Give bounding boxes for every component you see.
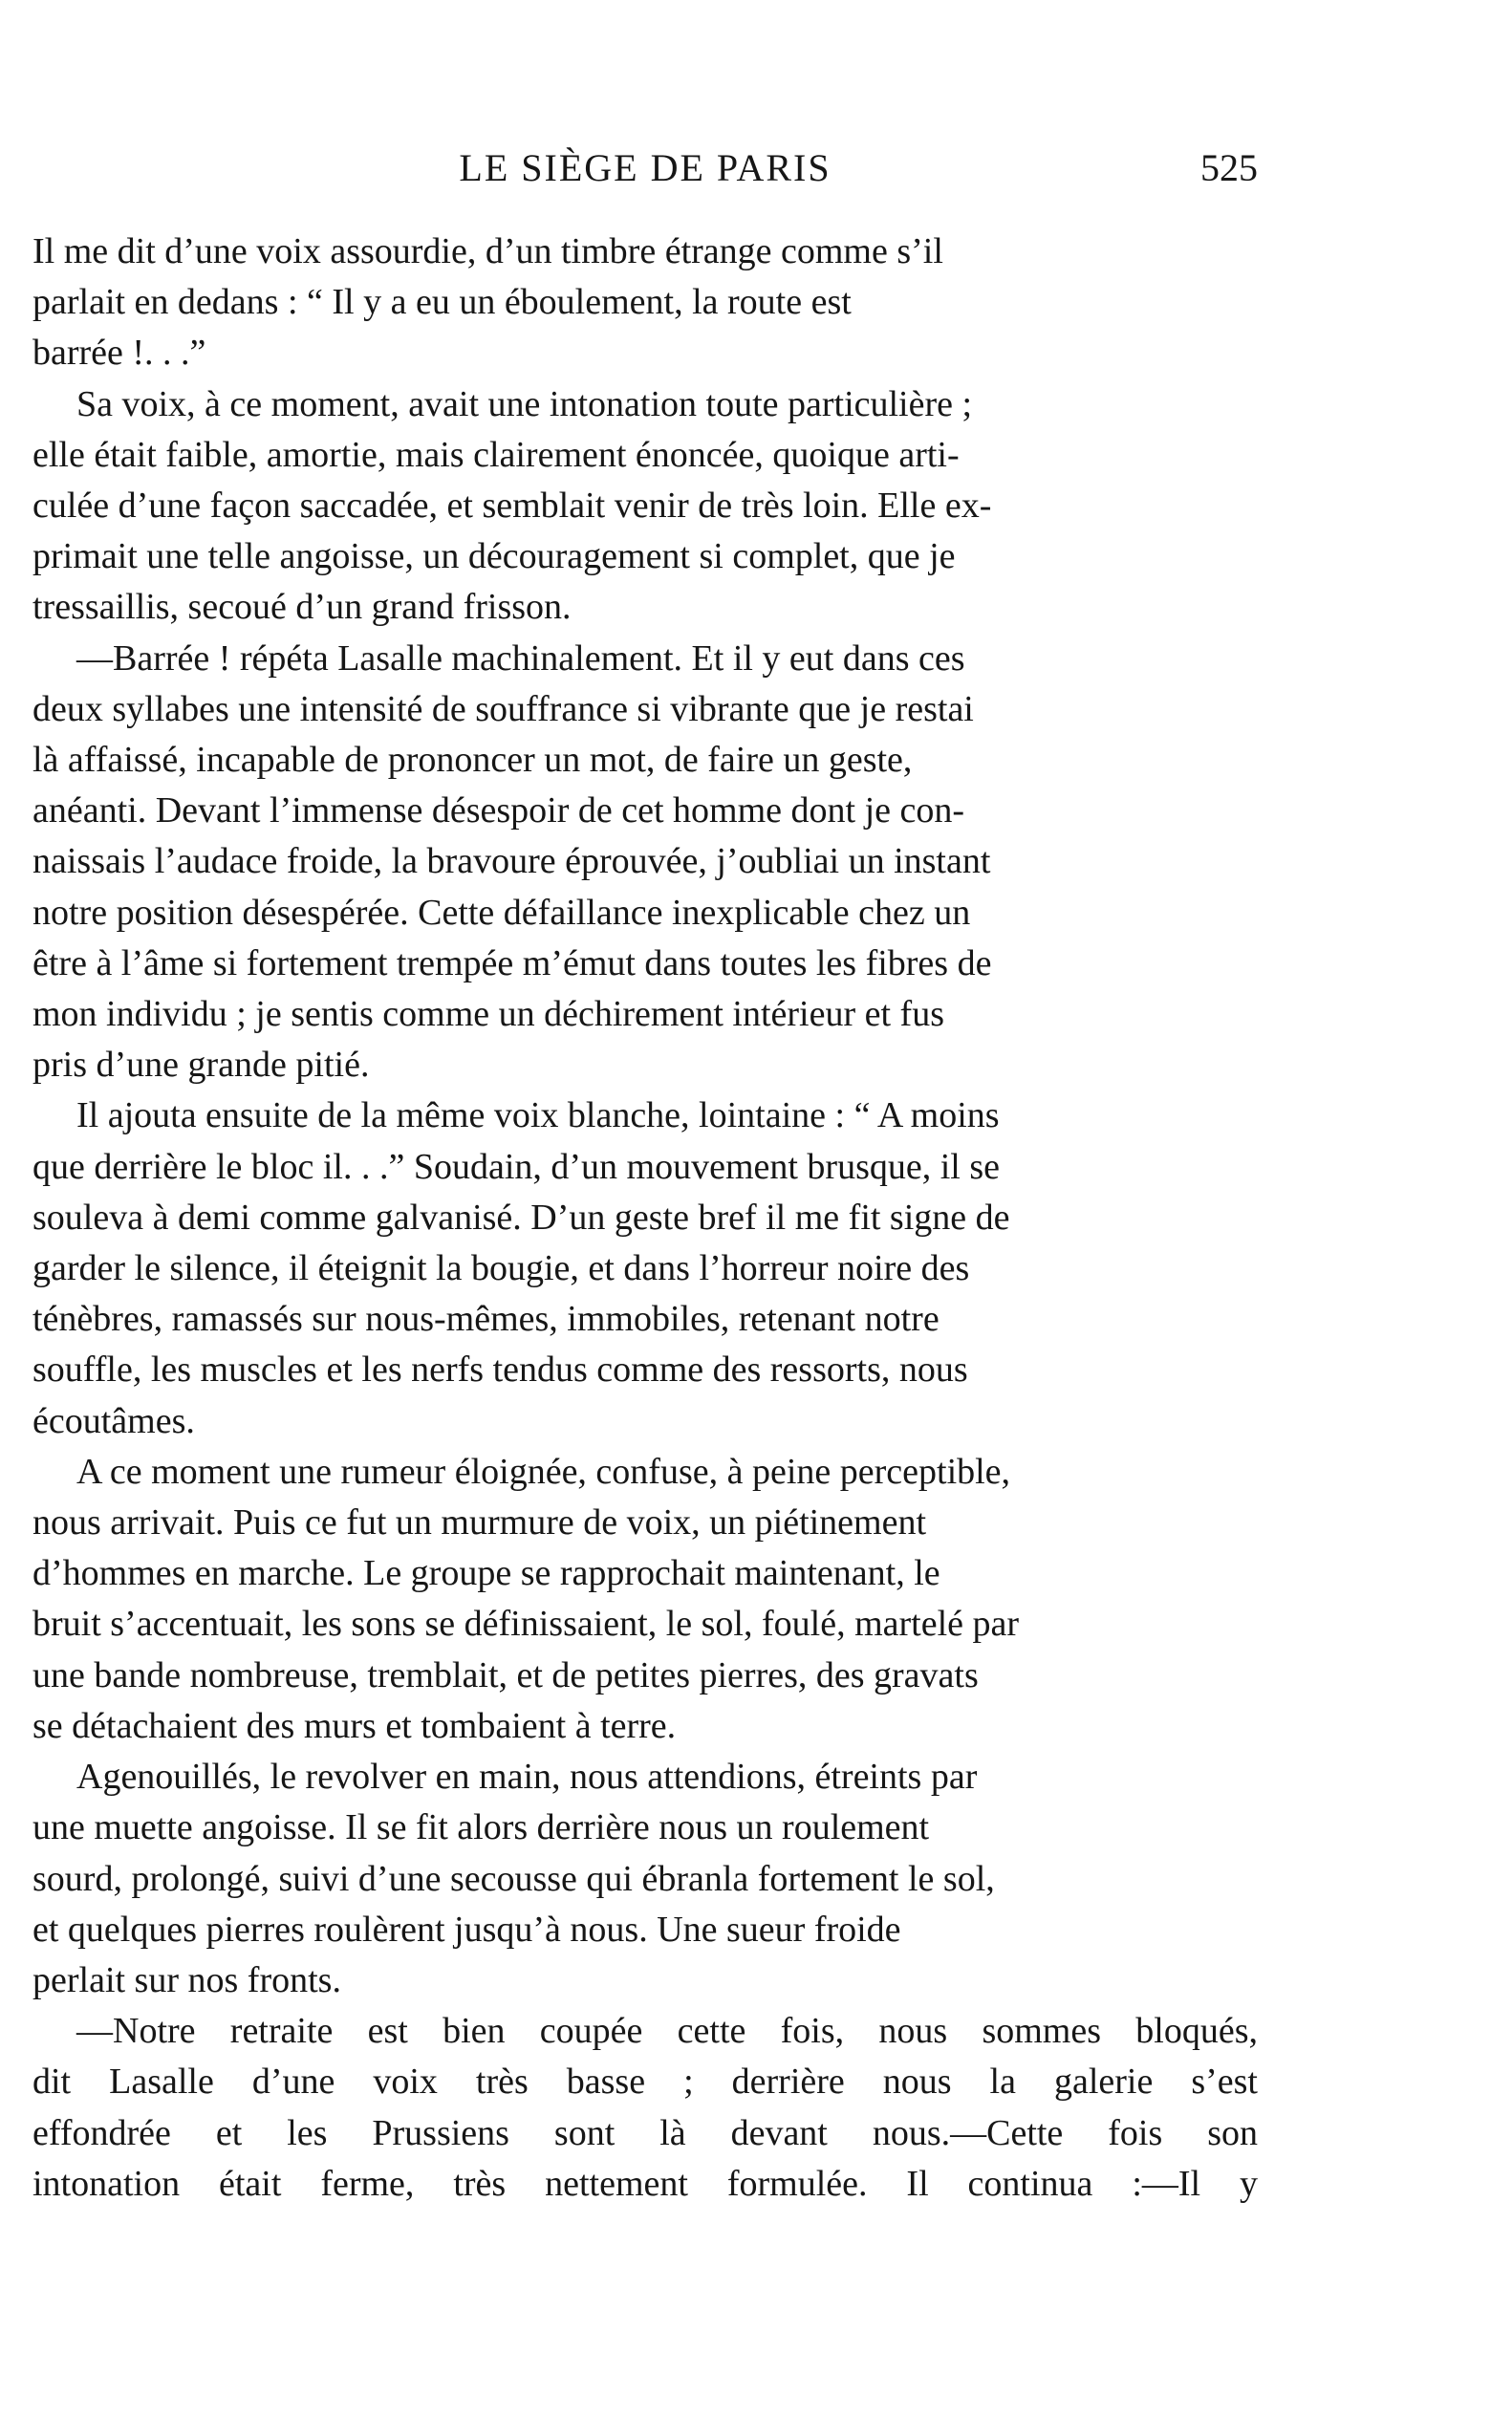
text-line: perlait sur nos fronts. [32,1959,341,2000]
text-line: pris d’une grande pitié. [32,1045,370,1086]
text-line: souffle, les muscles et les nerfs tendus comme des ressorts, nous [32,1349,968,1391]
text-line: nous arrivait. Puis ce fut un murmure de voix, un piétinement [32,1502,927,1544]
text-line: culée d’une façon saccadée, et semblait venir de très loin. Elle ex- [32,486,992,527]
text-line: naissais l’audace froide, la bravoure éprouvée, j’oubliai un instant [32,841,991,882]
text-line: barrée !. . .” [32,333,206,374]
text-line: intonation était ferme, très nettement formulée. Il continua :—Il y [32,2163,1258,2204]
text-line: mon individu ; je sentis comme un déchirement intérieur et fus [32,994,944,1035]
text-line: —Barrée ! répéta Lasalle machinalement. Et il y eut dans ces [76,637,965,679]
page-number: 525 [1200,146,1258,189]
running-title: LE SIÈGE DE PARIS [459,146,832,189]
paragraph-2 [32,379,1258,634]
text-line: là affaissé, incapable de prononcer un mot, de faire un geste, [32,740,913,781]
text-line: ténèbres, ramassés sur nous-mêmes, immobiles, retenant notre [32,1299,940,1340]
text-line: A ce moment une rumeur éloignée, confuse, à peine perceptible, [76,1451,1011,1492]
text-line: une muette angoisse. Il se fit alors derrière nous un roulement [32,1807,930,1848]
paragraph-3 [32,634,1258,1091]
running-head [32,140,1258,197]
text-line: elle était faible, amortie, mais clairement énoncée, quoique arti- [32,434,960,475]
text-line: —Notre retraite est bien coupée cette fois, nous sommes bloqués, [76,2011,1258,2052]
text-line: Agenouillés, le revolver en main, nous attendions, étreints par [76,1757,978,1798]
paragraph-1 [32,227,1258,379]
text-line: tressaillis, secoué d’un grand frisson. [32,587,572,628]
text-line: dit Lasalle d’une voix très basse ; derrière nous la galerie s’est [32,2062,1258,2103]
text-line: effondrée et les Prussiens sont là devant nous.—Cette fois son [32,2112,1258,2153]
text-line: primait une telle angoisse, un découragement si complet, que je [32,536,956,577]
text-body [32,227,1258,2210]
text-line: écoutâmes. [32,1400,195,1441]
text-line: être à l’âme si fortement trempée m’émut dans toutes les fibres de [32,942,992,983]
text-line: parlait en dedans : “ Il y a eu un éboulement, la route est [32,282,852,323]
paragraph-6 [32,1752,1258,2006]
text-line: deux syllabes une intensité de souffrance si vibrante que je restai [32,688,974,729]
text-line: Il me dit d’une voix assourdie, d’un timbre étrange comme s’il [32,231,943,271]
text-line: Sa voix, à ce moment, avait une intonation toute particulière ; [76,383,973,424]
text-line: que derrière le bloc il. . .” Soudain, d’un mouvement brusque, il se [32,1146,1001,1187]
text-line: une bande nombreuse, tremblait, et de petites pierres, des gravats [32,1654,979,1695]
paragraph-7 [32,2006,1258,2210]
text-line: se détachaient des murs et tombaient à terre. [32,1705,677,1746]
text-line: garder le silence, il éteignit la bougie, et dans l’horreur noire des [32,1248,970,1289]
text-line: anéanti. Devant l’immense désespoir de cet homme dont je con- [32,790,965,831]
text-line: bruit s’accentuait, les sons se définissaient, le sol, foulé, martelé par [32,1604,1020,1645]
text-line: Il ajouta ensuite de la même voix blanche, lointaine : “ A moins [76,1095,1000,1136]
text-line: d’hommes en marche. Le groupe se rapprochait maintenant, le [32,1553,940,1594]
text-line: notre position désespérée. Cette défaillance inexplicable chez un [32,892,971,933]
text-line: et quelques pierres roulèrent jusqu’à nous. Une sueur froide [32,1909,901,1950]
text-line: souleva à demi comme galvanisé. D’un geste bref il me fit signe de [32,1197,1010,1238]
paragraph-5 [32,1447,1258,1752]
paragraph-4 [32,1090,1258,1446]
text-line: sourd, prolongé, suivi d’une secousse qui ébranla fortement le sol, [32,1858,995,1899]
